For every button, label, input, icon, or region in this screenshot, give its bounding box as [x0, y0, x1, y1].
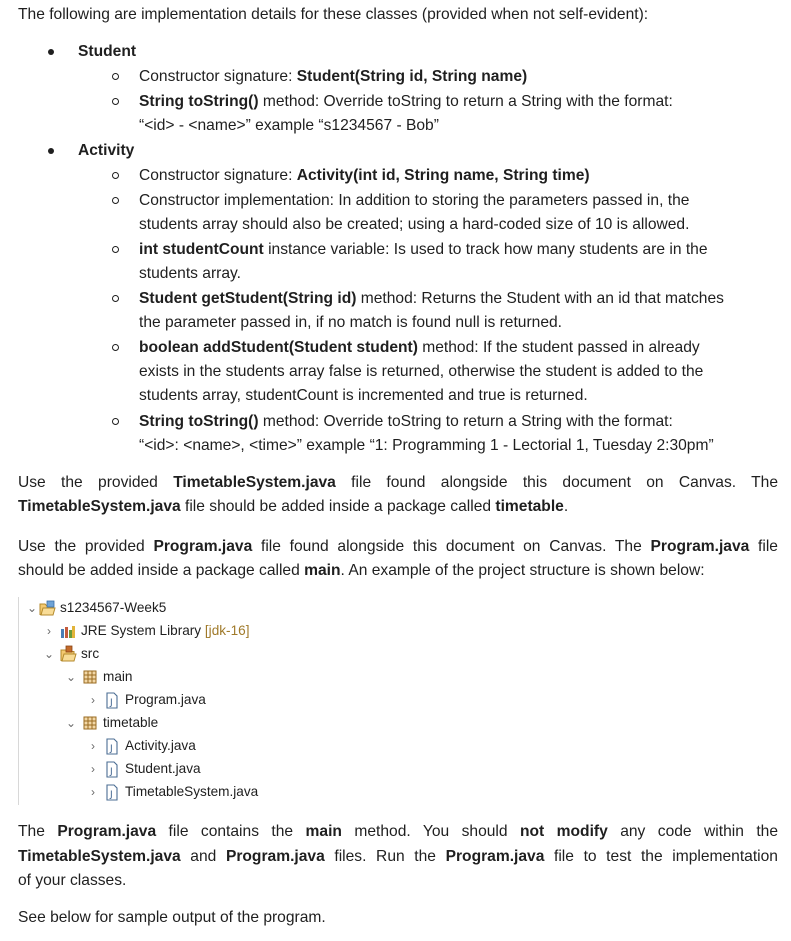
library-icon — [59, 620, 77, 642]
program-java-label: Program.java — [125, 692, 206, 707]
chevron-right-icon[interactable]: › — [91, 739, 95, 753]
package-main-label: main — [103, 669, 133, 684]
para3-line2: TimetableSystem.java and Program.java files. Run the Program.java file to test the implementation — [18, 848, 778, 865]
timetablesystem-java-label: TimetableSystem.java — [125, 784, 259, 799]
sub-bullet-circle — [112, 172, 119, 179]
footer-text: See below for sample output of the program. — [18, 909, 326, 926]
activity-add-line3: students array, studentCount is incremented and true is returned. — [139, 387, 588, 404]
project-explorer-tree — [18, 597, 319, 805]
activity-impl-line2: students array should also be created; using a hard-coded size of 10 is allowed. — [139, 216, 690, 233]
svg-text:J: J — [110, 767, 113, 777]
java-file-icon — [103, 735, 121, 757]
sub-bullet-circle — [112, 295, 119, 302]
tree-row-jre[interactable] — [19, 620, 309, 642]
tree-row-student-java[interactable] — [19, 758, 309, 780]
class-heading-student: Student — [78, 43, 137, 60]
activity-add-line1: boolean addStudent(Student student) method: If the student passed in already — [139, 339, 700, 356]
source-folder-icon — [59, 643, 77, 665]
package-timetable-label: timetable — [103, 715, 159, 730]
activity-add-line2: exists in the students array false is returned, otherwise the student is added to the — [139, 363, 704, 380]
para3-line1: The Program.java file contains the main method. You should not modify any code within the — [18, 823, 778, 840]
tree-row-activity-java[interactable] — [19, 735, 309, 757]
activity-tostring-line2: “<id>: <name>, <time>” example “1: Programming 1 - Lectorial 1, Tuesday 2:30pm” — [139, 437, 714, 454]
sub-bullet-circle — [112, 246, 119, 253]
activity-impl-line1: Constructor implementation: In addition to storing the parameters passed in, the — [139, 192, 690, 209]
tree-row-program-java[interactable] — [19, 689, 309, 711]
student-constructor-item: Constructor signature: Student(String id, String name) — [139, 68, 528, 85]
java-file-icon — [103, 689, 121, 711]
sub-bullet-circle — [112, 73, 119, 80]
package-icon — [81, 666, 99, 688]
student-tostring-item: String toString() method: Override toString to return a String with the format: — [139, 93, 673, 110]
tree-row-timetablesystem-java[interactable] — [19, 781, 309, 803]
src-label: src — [81, 646, 100, 661]
tree-row-project[interactable] — [19, 597, 309, 619]
svg-text:J: J — [110, 698, 113, 708]
chevron-right-icon[interactable]: › — [91, 693, 95, 707]
activity-count-line1: int studentCount instance variable: Is used to track how many students are in the — [139, 241, 708, 258]
sub-bullet-circle — [112, 98, 119, 105]
class-heading-activity: Activity — [78, 142, 135, 159]
tree-row-package-main[interactable] — [19, 666, 309, 688]
package-icon — [81, 712, 99, 734]
activity-constructor-item: Constructor signature: Activity(int id, String name, String time) — [139, 167, 590, 184]
chevron-right-icon[interactable]: › — [47, 624, 51, 638]
activity-get-line2: the parameter passed in, if no match is found null is returned. — [139, 314, 562, 331]
sub-bullet-circle — [112, 344, 119, 351]
java-file-icon — [103, 758, 121, 780]
para2-line1: Use the provided Program.java file found alongside this document on Canvas. The Program.java file — [18, 538, 778, 555]
chevron-down-icon[interactable]: ⌄ — [66, 716, 77, 730]
svg-text:J: J — [110, 790, 113, 800]
bullet-dot — [48, 49, 54, 55]
chevron-down-icon[interactable]: ⌄ — [27, 601, 38, 615]
sub-bullet-circle — [112, 418, 119, 425]
svg-text:J: J — [110, 744, 113, 754]
student-tostring-format: “<id> - <name>” example “s1234567 - Bob” — [139, 117, 439, 134]
chevron-down-icon[interactable]: ⌄ — [66, 670, 77, 684]
para1-line1: Use the provided TimetableSystem.java file found alongside this document on Canvas. The — [18, 474, 778, 491]
bullet-dot — [48, 148, 54, 154]
para3-line3: of your classes. — [18, 872, 127, 889]
para2-line2: should be added inside a package called main. An example of the project structure is shown below: — [18, 562, 705, 579]
chevron-right-icon[interactable]: › — [91, 785, 95, 799]
activity-get-line1: Student getStudent(String id) method: Returns the Student with an id that matches — [139, 290, 724, 307]
activity-count-line2: students array. — [139, 265, 241, 282]
intro-text: The following are implementation details for these classes (provided when not self-evident): — [18, 6, 649, 23]
tree-row-package-timetable[interactable] — [19, 712, 309, 734]
chevron-right-icon[interactable]: › — [91, 762, 95, 776]
para1-line2: TimetableSystem.java file should be added inside a package called timetable. — [18, 498, 569, 515]
project-folder-icon — [38, 597, 56, 619]
project-label: s1234567-Week5 — [60, 600, 167, 615]
activity-tostring-line1: String toString() method: Override toString to return a String with the format: — [139, 413, 673, 430]
sub-bullet-circle — [112, 197, 119, 204]
chevron-down-icon[interactable]: ⌄ — [44, 647, 55, 661]
java-file-icon — [103, 781, 121, 803]
tree-row-src[interactable] — [19, 643, 309, 665]
jre-label: JRE System Library [jdk-16] — [81, 623, 250, 638]
student-java-label: Student.java — [125, 761, 201, 776]
activity-java-label: Activity.java — [125, 738, 196, 753]
